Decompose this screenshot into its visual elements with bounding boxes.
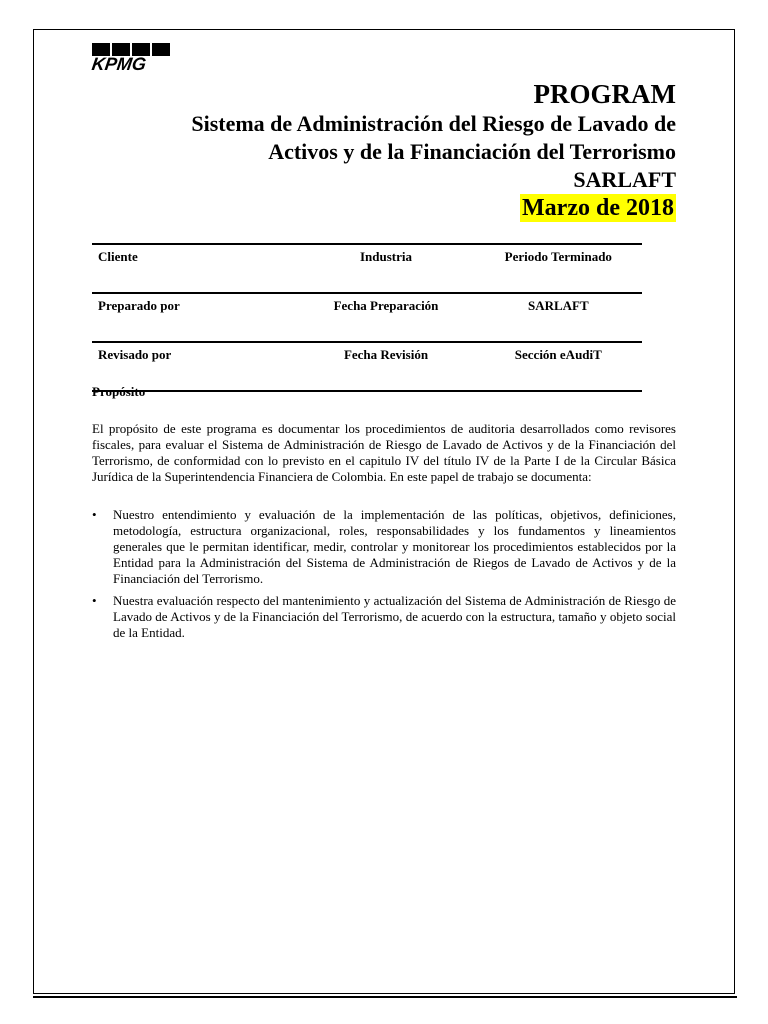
purpose-list: [92, 507, 676, 647]
doc-title-line-3: SARLAFT: [573, 167, 676, 192]
list-item: [92, 593, 676, 641]
info-cell: Industria: [297, 244, 474, 293]
doc-type: PROGRAM: [533, 79, 676, 109]
page-bottom-rule: [33, 996, 737, 998]
doc-date: Marzo de 2018: [522, 195, 674, 221]
info-table: [92, 243, 642, 392]
table-row: [92, 244, 642, 293]
kpmg-logo: [92, 43, 170, 73]
doc-title-line-1: Sistema de Administración del Riesgo de Lavado de: [191, 111, 676, 136]
purpose-heading: Propósito: [92, 384, 146, 399]
info-cell: Preparado por: [92, 293, 297, 342]
table-row: [92, 342, 642, 391]
info-cell: Fecha Revisión: [297, 342, 474, 391]
purpose-paragraph: El propósito de este programa es documentar los procedimientos de auditoria desarrollados como revisores fiscales, para evaluar el Sistema de Administración de Riesgo de Lavado de Activos y de la Financiación del Terrorismo, de conformidad con lo previsto en el capitulo IV del título IV de la Parte I de la Circular Básica Jurídica de la Superintendencia Financiera de Colombia. En este papel de trabajo se documenta:: [92, 421, 676, 484]
list-item-text: Nuestra evaluación respecto del mantenimiento y actualización del Sistema de Administración de Riesgo de Lavado de Activos y de la Financiación del Terrorismo, de acuerdo con la estructura, tamaño y objeto social de la Entidad.: [113, 593, 676, 640]
info-cell: Revisado por: [92, 342, 297, 391]
bullet-icon: •: [92, 593, 97, 608]
table-row: [92, 293, 642, 342]
info-cell: Periodo Terminado: [475, 244, 642, 293]
info-cell: SARLAFT: [475, 293, 642, 342]
logo-text: KPMG: [90, 54, 148, 74]
list-item: [92, 507, 676, 587]
info-cell: Fecha Preparación: [297, 293, 474, 342]
bullet-icon: •: [92, 507, 97, 522]
info-cell: Sección eAudiT: [475, 342, 642, 391]
title-block: [76, 78, 676, 222]
doc-title-line-2: Activos y de la Financiación del Terrorismo: [268, 139, 676, 164]
info-cell: Cliente: [92, 244, 297, 293]
list-item-text: Nuestro entendimiento y evaluación de la implementación de las políticas, objetivos, definiciones, metodología, estructura organizacional, roles, responsabilidades y los fundamentos y lineamientos generales que le permitan identificar, medir, controlar y monitorear los procedimientos establecidos por la Entidad para la Administración del Sistema de Administración de Riegos de Lavado de Activos y de la Financiación del Terrorismo.: [113, 507, 676, 586]
